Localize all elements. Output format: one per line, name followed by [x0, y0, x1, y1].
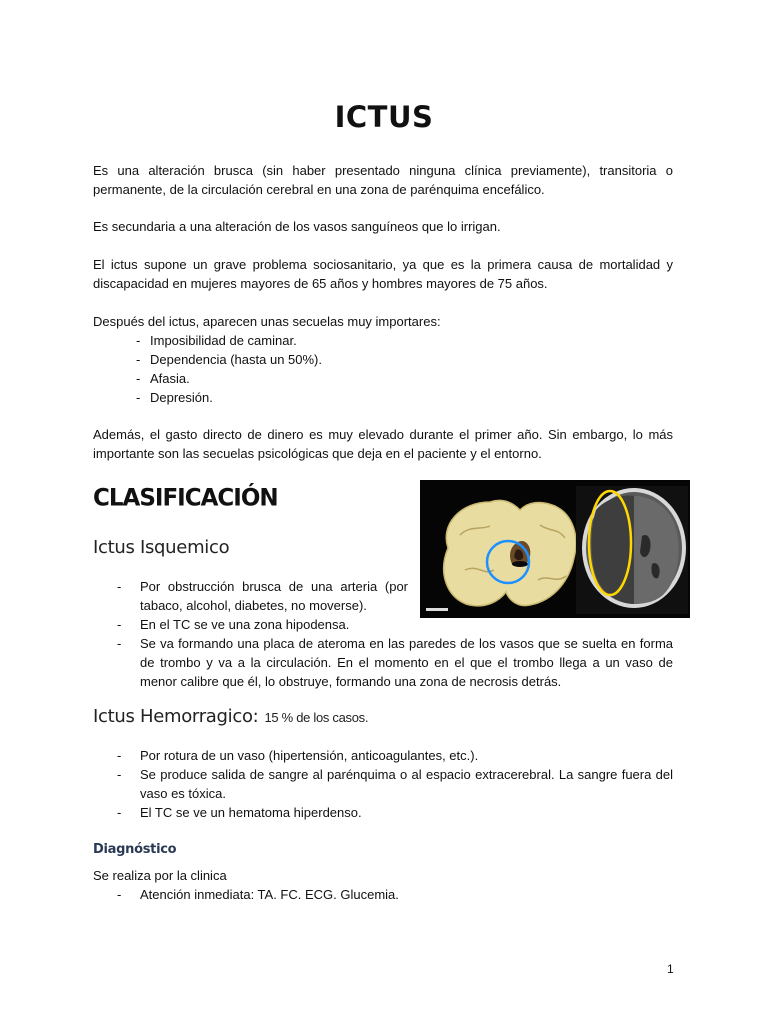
bullet-dash: -	[117, 767, 122, 782]
bullet-dash: -	[136, 352, 141, 367]
bullet-dash: -	[136, 333, 141, 348]
list-item: - Atención inmediata: TA. FC. ECG. Glucemia.	[117, 887, 399, 902]
bullet-dash: -	[117, 887, 122, 902]
hemorragico-note: 15 % de los casos.	[264, 710, 369, 725]
bullet-dash: -	[117, 617, 122, 632]
paragraph-gasto: Además, el gasto directo de dinero es muy elevado durante el primer año. Sin embargo, lo más importante son las secuelas psicológicas que deja en el paciente y el entorno.	[93, 427, 673, 461]
bullet-dash: -	[117, 805, 122, 820]
paragraph-diagnostico: Se realiza por la clinica	[93, 868, 227, 883]
list-item: - Se va formando una placa de ateroma en las paredes de los vasos que se suelta en forma de trombo y va a la circulación. En el momento en el que el trombo llega a un vaso de menor calibre que él, lo obstruye, formando una zona de necrosis detrás.	[117, 636, 673, 689]
bullet-dash: -	[117, 579, 122, 594]
paragraph-secondary: Es secundaria a una alteración de los vasos sanguíneos que lo irrigan.	[93, 219, 501, 234]
paragraph-sociosanitario: El ictus supone un grave problema sociosanitario, ya que es la primera causa de mortalidad y discapacidad en mujeres mayores de 65 años y hombres mayores de 75 años.	[93, 257, 673, 291]
document-title: ICTUS	[334, 100, 434, 134]
subheading-isquemico: Ictus Isquemico	[93, 537, 230, 558]
list-item: - Por rotura de un vaso (hipertensión, anticoagulantes, etc.).	[117, 748, 479, 763]
subheading-diagnostico: Diagnóstico	[93, 842, 177, 857]
isquemico-list	[117, 577, 673, 691]
list-item: - El TC se ve un hematoma hiperdenso.	[117, 805, 362, 820]
list-item: - Se produce salida de sangre al parénquima o al espacio extracerebral. La sangre fuera del vaso es tóxica.	[117, 767, 673, 801]
list-item: - Por obstrucción brusca de una arteria (por tabaco, alcohol, diabetes, no moverse).	[117, 579, 408, 613]
diagnostico-list	[117, 885, 673, 904]
bullet-dash: -	[136, 390, 141, 405]
list-item: - En el TC se ve una zona hipodensa.	[117, 617, 350, 632]
paragraph-secuelas-intro: Después del ictus, aparecen unas secuelas muy importares:	[93, 314, 441, 329]
subheading-hemorragico: Ictus Hemorragico: 15 % de los casos.	[93, 706, 369, 727]
paragraph-definition: Es una alteración brusca (sin haber presentado ninguna clínica previamente), transitoria o permanente, de la circulación cerebral en una zona de parénquima encefálico.	[93, 163, 673, 197]
section-heading-clasificacion: CLASIFICACIÓN	[93, 484, 278, 512]
document-page: ICTUS Es una alteración brusca (sin haber presentado ninguna clínica previamente), transitoria o permanente, de la circulación cerebral en una zona de parénquima encefálico. Es secundaria a una alteración de los vasos sanguíneos que lo irrigan. El ictus supone un grave problema sociosanitario, ya que es la primera causa de mortalidad y discapacidad en mujeres mayores de 65 años y hombres mayores de 75 años. Después del ictus, aparecen unas secuelas muy importares: - Imposibilidad de caminar. - Dependencia (hasta un 50%). - Afasia. - Depresión. Además, el gasto directo de dinero es muy elevado durante el primer año. Sin embargo, lo más importante son las secuelas psicológicas que deja en el paciente y el entorno. CLASIFICACIÓN Ictus Isquemico - Por obstrucción brusca de una arteria (por tabaco, alcohol, diabetes, no moverse). - En el TC se ve una zona hipodensa. - Se va formando una placa de ateroma en las paredes de los vasos que se suelta en forma de trombo y va a la circulación. En el momento en el que el trombo llega a un vaso de menor calibre que él, lo obstruye, formando una zona de necrosis detrás. Ictus Hemorragico: 15 % de los casos. - Por rotura de un vaso (hipertensión, anticoagulantes, etc.). - Se produce salida de sangre al parénquima o al espacio extracerebral. La sangre fuera del vaso es tóxica. - El TC se ve un hematoma hiperdenso. Diagnóstico Se realiza por la clinica - Atención inmediata: TA. FC. ECG. Glucemia. 1	[0, 0, 768, 1024]
bullet-dash: -	[117, 636, 122, 651]
hemorragico-list	[117, 746, 673, 822]
bullet-dash: -	[136, 371, 141, 386]
bullet-dash: -	[117, 748, 122, 763]
page-number: 1	[667, 962, 674, 976]
